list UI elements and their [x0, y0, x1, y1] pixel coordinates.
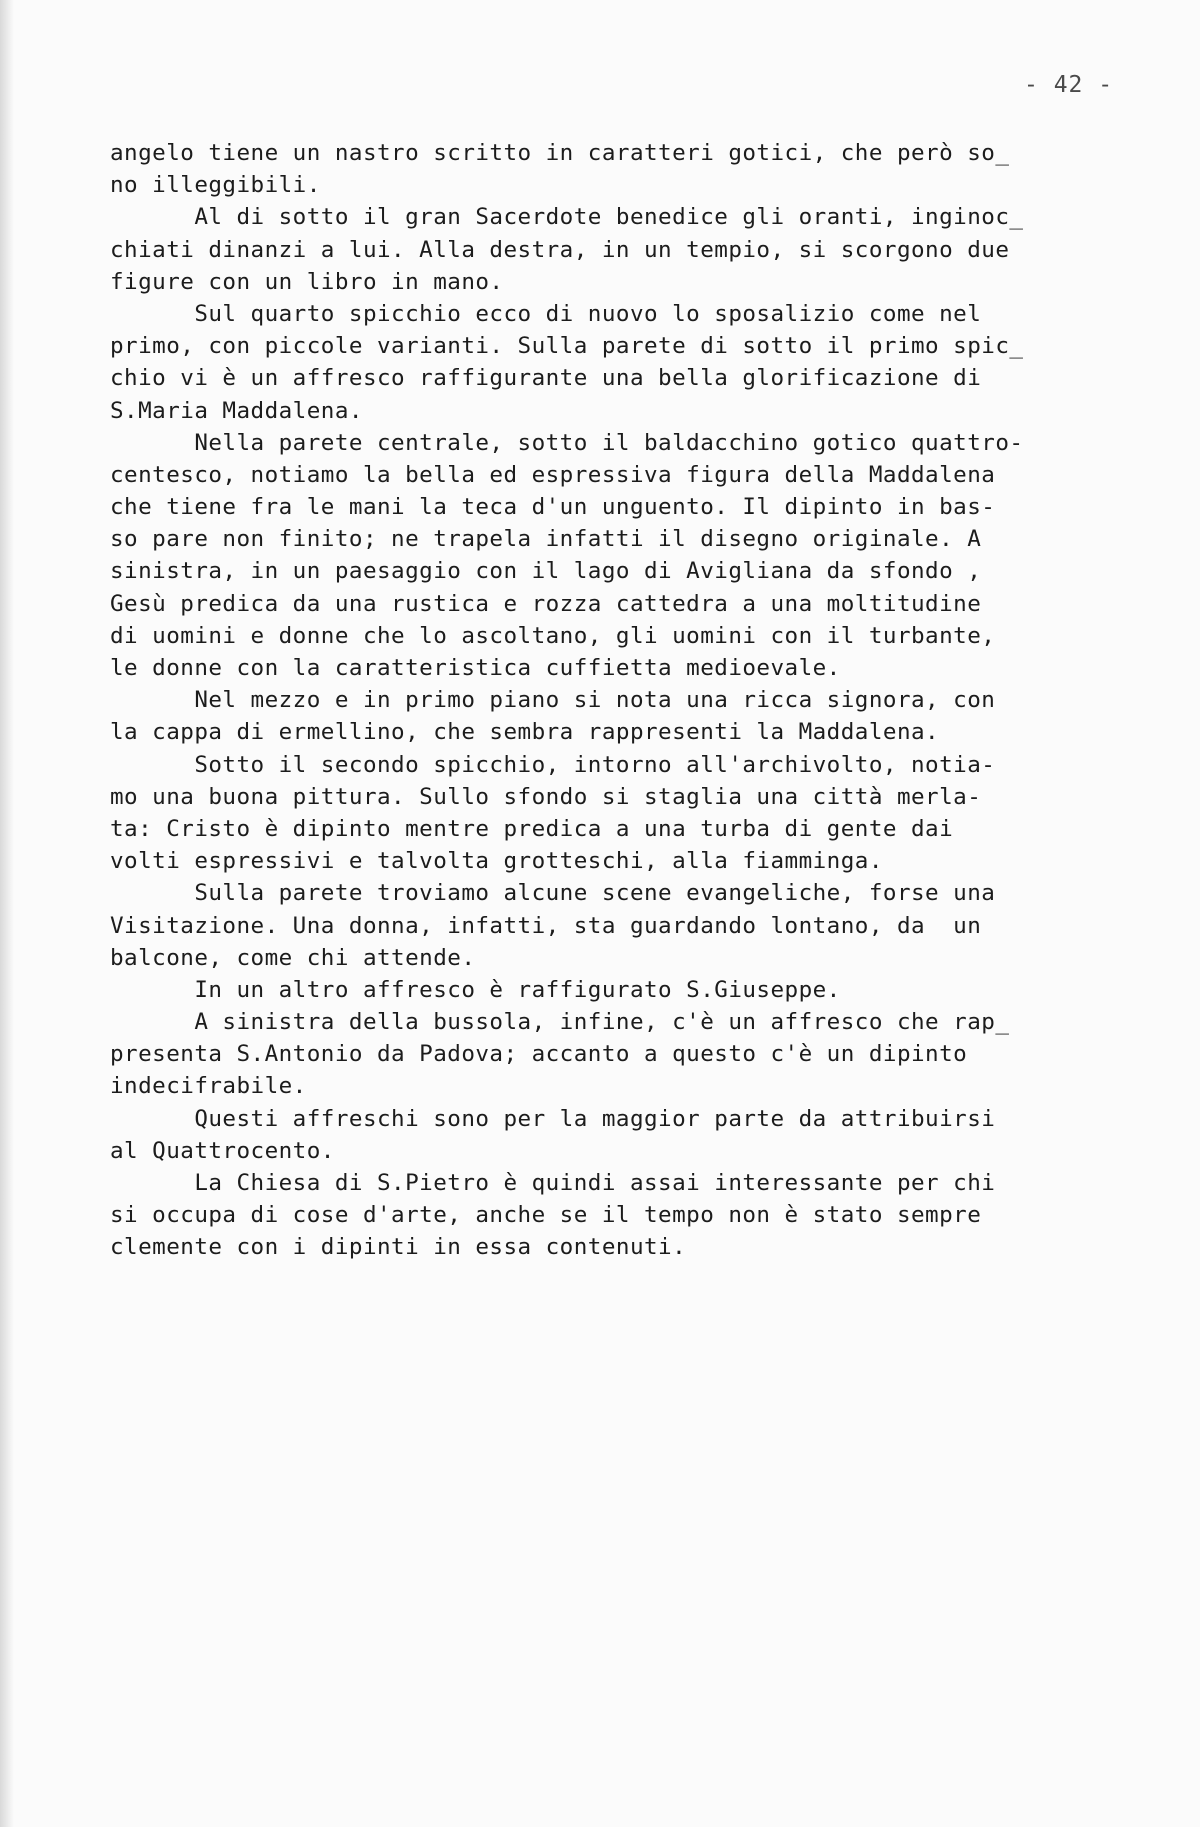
text-line: no illeggibili. — [110, 172, 321, 199]
scan-edge-shadow — [0, 0, 14, 1827]
text-line: presenta S.Antonio da Padova; accanto a questo c'è un dipinto — [110, 1041, 968, 1068]
text-line: Nella parete centrale, sotto il baldacchino gotico quattro- — [110, 429, 1024, 456]
text-line: Questi affreschi sono per la maggior parte da attribuirsi — [110, 1105, 996, 1132]
text-line: al Quattrocento. — [110, 1137, 335, 1164]
text-line: so pare non finito; ne trapela infatti il disegno originale. A — [110, 526, 982, 553]
text-line: indecifrabile. — [110, 1073, 307, 1100]
text-line: sinistra, in un paesaggio con il lago di Avigliana da sfondo , — [110, 558, 982, 585]
text-line: volti espressivi e talvolta grotteschi, alla fiamminga. — [110, 848, 883, 875]
text-line: mo una buona pittura. Sullo sfondo si staglia una città merla- — [110, 783, 982, 810]
text-line: Sotto il secondo spicchio, intorno all'archivolto, notia- — [110, 751, 996, 778]
text-line: A sinistra della bussola, infine, c'è un affresco che rap_ — [110, 1009, 1010, 1036]
text-line: figure con un libro in mano. — [110, 268, 504, 295]
text-line: Al di sotto il gran Sacerdote benedice gli oranti, inginoc_ — [110, 204, 1024, 231]
text-line: chio vi è un affresco raffigurante una bella glorificazione di — [110, 365, 982, 392]
text-line: ta: Cristo è dipinto mentre predica a una turba di gente dai — [110, 815, 954, 842]
text-line: si occupa di cose d'arte, anche se il tempo non è stato sempre — [110, 1202, 982, 1229]
text-line: di uomini e donne che lo ascoltano, gli uomini con il turbante, — [110, 622, 996, 649]
text-line: Nel mezzo e in primo piano si nota una ricca signora, con — [110, 687, 996, 714]
body-text — [110, 137, 1110, 1264]
text-line: La Chiesa di S.Pietro è quindi assai interessante per chi — [110, 1170, 996, 1196]
text-line: la cappa di ermellino, che sembra rappresenti la Maddalena. — [110, 719, 940, 746]
page-number: - 42 - — [1024, 72, 1114, 98]
text-line: balcone, come chi attende. — [110, 944, 476, 971]
text-line: In un altro affresco è raffigurato S.Giuseppe. — [110, 976, 841, 1003]
text-line: che tiene fra le mani la teca d'un unguento. Il dipinto in bas- — [110, 494, 996, 521]
text-line: Sul quarto spicchio ecco di nuovo lo sposalizio come nel — [110, 300, 982, 327]
text-line: le donne con la caratteristica cuffietta medioevale. — [110, 655, 841, 681]
text-line: Sulla parete troviamo alcune scene evangeliche, forse una — [110, 880, 996, 907]
text-line: centesco, notiamo la bella ed espressiva figura della Maddalena — [110, 461, 996, 488]
text-line: primo, con piccole varianti. Sulla parete di sotto il primo spic_ — [110, 333, 1024, 360]
text-line: Visitazione. Una donna, infatti, sta guardando lontano, da un — [110, 912, 982, 939]
text-line: Gesù predica da una rustica e rozza cattedra a una moltitudine — [110, 590, 982, 617]
text-line: chiati dinanzi a lui. Alla destra, in un tempio, si scorgono due — [110, 236, 1010, 263]
text-line: S.Maria Maddalena. — [110, 397, 363, 424]
text-line: clemente con i dipinti in essa contenuti. — [110, 1234, 687, 1261]
text-line: angelo tiene un nastro scritto in caratteri gotici, che però so_ — [110, 140, 1010, 166]
